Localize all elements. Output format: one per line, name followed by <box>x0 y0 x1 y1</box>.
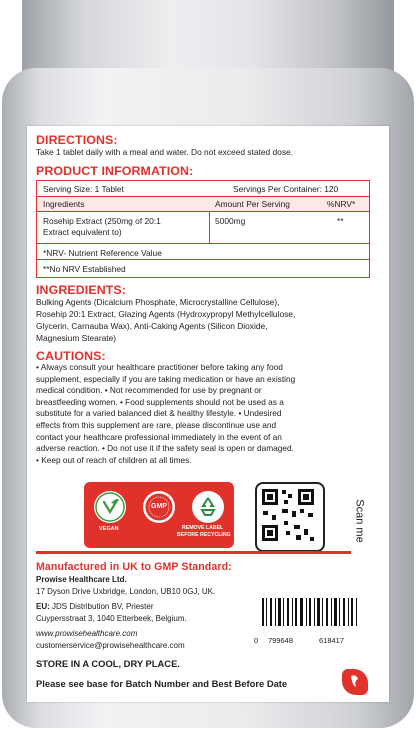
no-nrv-note: **No NRV Established <box>43 264 126 274</box>
ingredients-line: Bulking Agents (Dicalcium Phosphate, Microcrystalline Cellulose), <box>36 297 280 307</box>
email-link[interactable]: customerservice@prowisehealthcare.com <box>36 641 185 650</box>
divider <box>36 551 351 554</box>
cautions-line: medical condition. • Not recommended for use by pregnant or <box>36 385 262 396</box>
company-name: Prowise Healthcare Ltd. <box>36 575 127 584</box>
col-amount: Amount Per Serving <box>215 199 290 209</box>
eu-address-line-1: JDS Distribution BV, Priester <box>52 602 154 611</box>
col-ingredients: Ingredients <box>43 199 85 209</box>
recycle-label-line-1: REMOVE LABEL <box>182 525 224 531</box>
ingredients-line: Rosehip 20:1 Extract, Glazing Agents (Hydroxypropyl Methylcellulose, <box>36 309 296 319</box>
nutrition-table <box>36 180 370 278</box>
storage-text: STORE IN A COOL, DRY PLACE. <box>36 658 180 669</box>
cautions-line: • Always consult your healthcare practitioner before taking any food <box>36 362 283 372</box>
table-row <box>37 211 369 244</box>
cautions-line: effects from this supplement are rare, please discontinue use and <box>36 419 277 430</box>
website-link[interactable]: www.prowisehealthcare.com <box>36 629 138 638</box>
nrv-note: *NRV- Nutrient Reference Value <box>43 248 162 258</box>
barcode-lead-digit: 0 <box>254 636 259 645</box>
gmp-label: GMP <box>151 503 167 510</box>
directions-heading: DIRECTIONS: <box>36 133 118 147</box>
product-info-heading: PRODUCT INFORMATION: <box>36 164 194 178</box>
recycle-icon <box>192 491 224 523</box>
scan-me-label: Scan me <box>353 499 366 543</box>
serving-size: Serving Size: 1 Tablet <box>43 184 124 194</box>
cautions-line: adverse reaction. • Do not use it if the safety seal is open or damaged. <box>36 443 294 454</box>
barcode-left-digits: 799648 <box>268 636 294 645</box>
batch-text: Please see base for Batch Number and Best Before Date <box>36 678 288 689</box>
table-note-row <box>37 243 369 260</box>
eu-address-line-2: Cuypersstraat 3, 1040 Etterbeek, Belgium. <box>36 614 187 623</box>
vegan-icon <box>94 491 126 523</box>
company-address: 17 Dyson Drive Uxbridge, London, UB10 0GJ, UK. <box>36 587 216 596</box>
ingredient-line-1: Rosehip Extract (250mg of 20:1 <box>43 216 161 226</box>
brand-logo-icon <box>342 669 368 695</box>
cautions-line: supplement, especially if you are taking medication or have an existing <box>36 373 296 384</box>
servings-per-container: Servings Per Container: 120 <box>233 184 339 194</box>
directions-text: Take 1 tablet daily with a meal and water. Do not exceed stated dose. <box>36 147 293 157</box>
ingredient-nrv: ** <box>337 216 344 226</box>
recycle-label-line-2: BEFORE RECYCLING <box>177 532 231 538</box>
manufacturer-heading: Manufactured in UK to GMP Standard: <box>36 561 232 573</box>
cautions-line: substitute for a varied balanced diet & healthy lifestyle. • Undesired <box>36 408 282 419</box>
barcode-right-digits: 618417 <box>319 636 345 645</box>
ingredient-amount: 5000mg <box>215 216 246 226</box>
cautions-heading: CAUTIONS: <box>36 349 106 363</box>
eu-label: EU: <box>36 602 50 611</box>
table-header-row <box>37 196 369 212</box>
ingredients-heading: INGREDIENTS: <box>36 283 127 297</box>
cautions-line: breastfeeding women. • Food supplements should not be used as a <box>36 396 284 407</box>
ingredients-line: Magnesium Stearate) <box>36 333 117 343</box>
cautions-text <box>36 362 366 466</box>
table-note-row <box>37 259 369 277</box>
qr-code[interactable] <box>255 482 325 552</box>
col-nrv: %NRV* <box>327 199 356 209</box>
certification-badges <box>84 482 234 548</box>
cautions-line: contact your healthcare professional immediately in the event of an <box>36 431 282 442</box>
ingredients-line: Glycerin, Carnauba Wax), Anti-Caking Agents (Silicon Dioxide, <box>36 321 268 331</box>
cautions-line: • Keep out of reach of children at all times. <box>36 454 192 465</box>
vegan-label: VEGAN <box>99 526 119 532</box>
ingredient-line-2: Extract equivalent to) <box>43 227 122 237</box>
